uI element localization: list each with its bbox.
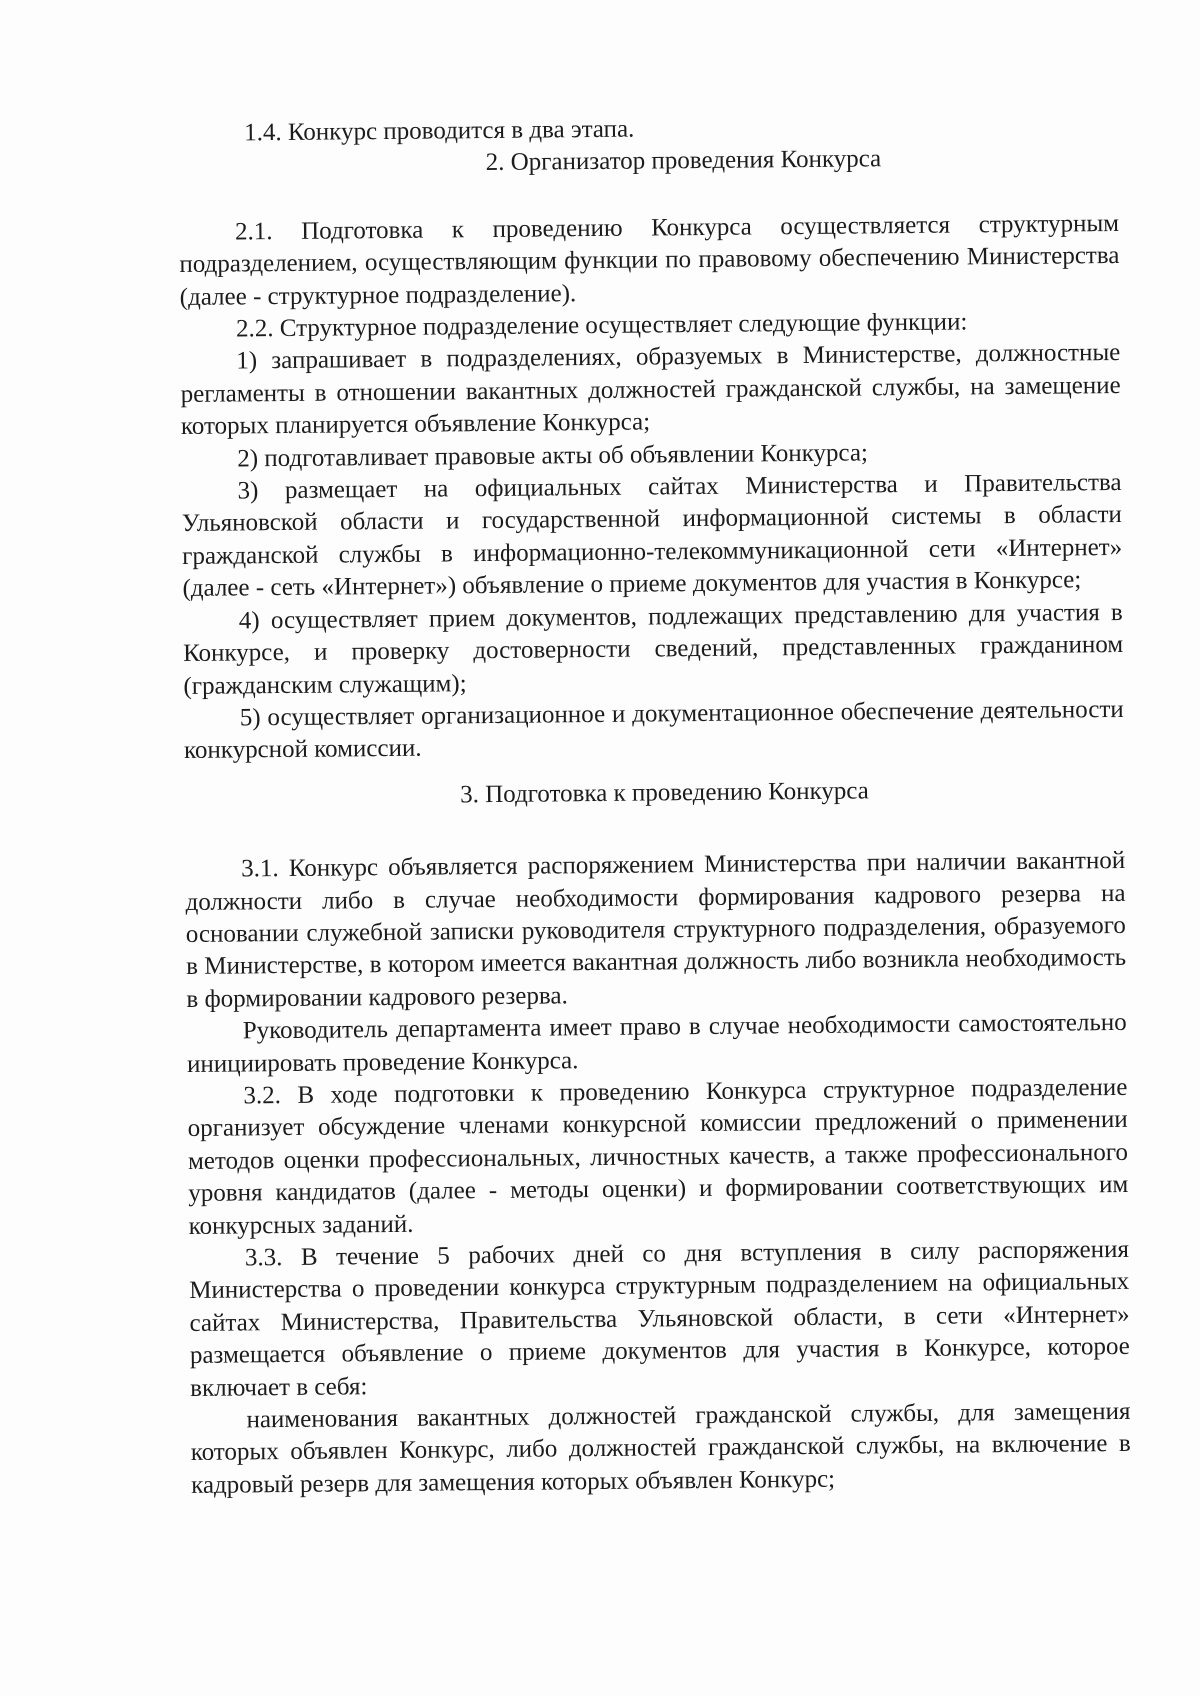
list-item-2-2-5: 5) осуществляет организационное и документационное обеспечение деятельности конкурсной комиссии. — [183, 695, 1124, 765]
paragraph-3-1-continued: Руководитель департамента имеет право в случае необходимости самостоятельно инициировать проведение Конкурса. — [186, 1009, 1127, 1078]
list-item-3-3-a: наименования вакантных должностей гражданской службы, для замещения которых объявлен Конкурс, либо должностей гражданской службы, на включение в кадровый резерв для замещения которых объявлен Конкурс; — [190, 1397, 1131, 1499]
list-item-2-2-1: 1) запрашивает в подразделениях, образуемых в Министерстве, должностные регламенты в отношении вакантных должностей гражданской службы, на замещение которых планируется объявление Конкурса; — [180, 339, 1121, 441]
list-item-2-2-2: 2) подготавливает правовые акты об объявлении Конкурса; — [237, 439, 869, 473]
section-3-heading: 3. Подготовка к проведению Конкурса — [460, 777, 869, 809]
paragraph-3-1: 3.1. Конкурс объявляется распоряжением Министерства при наличии вакантной должности либо в случае необходимости формирования кадрового резерва на основании служебной записки руководителя структурного подразделения, образуемого в Министерстве, в котором имеется вакантная должность либо возникла необходимость в формировании кадрового резерва. — [185, 847, 1127, 1013]
paragraph-1-4: 1.4. Конкурс проводится в два этапа. — [244, 115, 635, 147]
paragraph-2-2: 2.2. Структурное подразделение осуществляет следующие функции: — [235, 308, 968, 343]
paragraph-3-2: 3.2. В ходе подготовки к проведению Конкурса структурное подразделение организует обсуждение членами конкурсной комиссии предложений о применении методов оценки профессиональных, личностных качеств, а также профессионального уровня кандидатов (далее - методы оценки) и формировании соответствующих им конкурсных заданий. — [187, 1073, 1129, 1240]
list-item-2-2-4: 4) осуществляет прием документов, подлежащих представлению для участия в Конкурсе, и проверку достоверности сведений, представленных гражданином (гражданским служащим); — [183, 598, 1124, 700]
paragraph-2-1: 2.1. Подготовка к проведению Конкурса осуществляется структурным подразделением, осуществляющим функции по правовому обеспечению Министерства (далее - структурное подразделение). — [179, 209, 1120, 311]
section-2-heading: 2. Организатор проведения Конкурса — [485, 145, 882, 177]
paragraph-3-3: 3.3. В течение 5 рабочих дней со дня вступления в силу распоряжения Министерства о проведении конкурса структурным подразделением на официальных сайтах Министерства, Правительства Ульяновской области, в сети «Интернет» размещается объявление о приеме документов для участия в Конкурсе, которое включает в себя: — [189, 1235, 1130, 1402]
list-item-2-2-3: 3) размещает на официальных сайтах Министерства и Правительства Ульяновской области и государственной информационной системы в области гражданской службы в информационно-телекоммуникационной сети «Интернет» (далее - сеть «Интернет») объявление о приеме документов для участия в Конкурсе; — [181, 469, 1123, 603]
document-body — [178, 109, 1131, 1502]
